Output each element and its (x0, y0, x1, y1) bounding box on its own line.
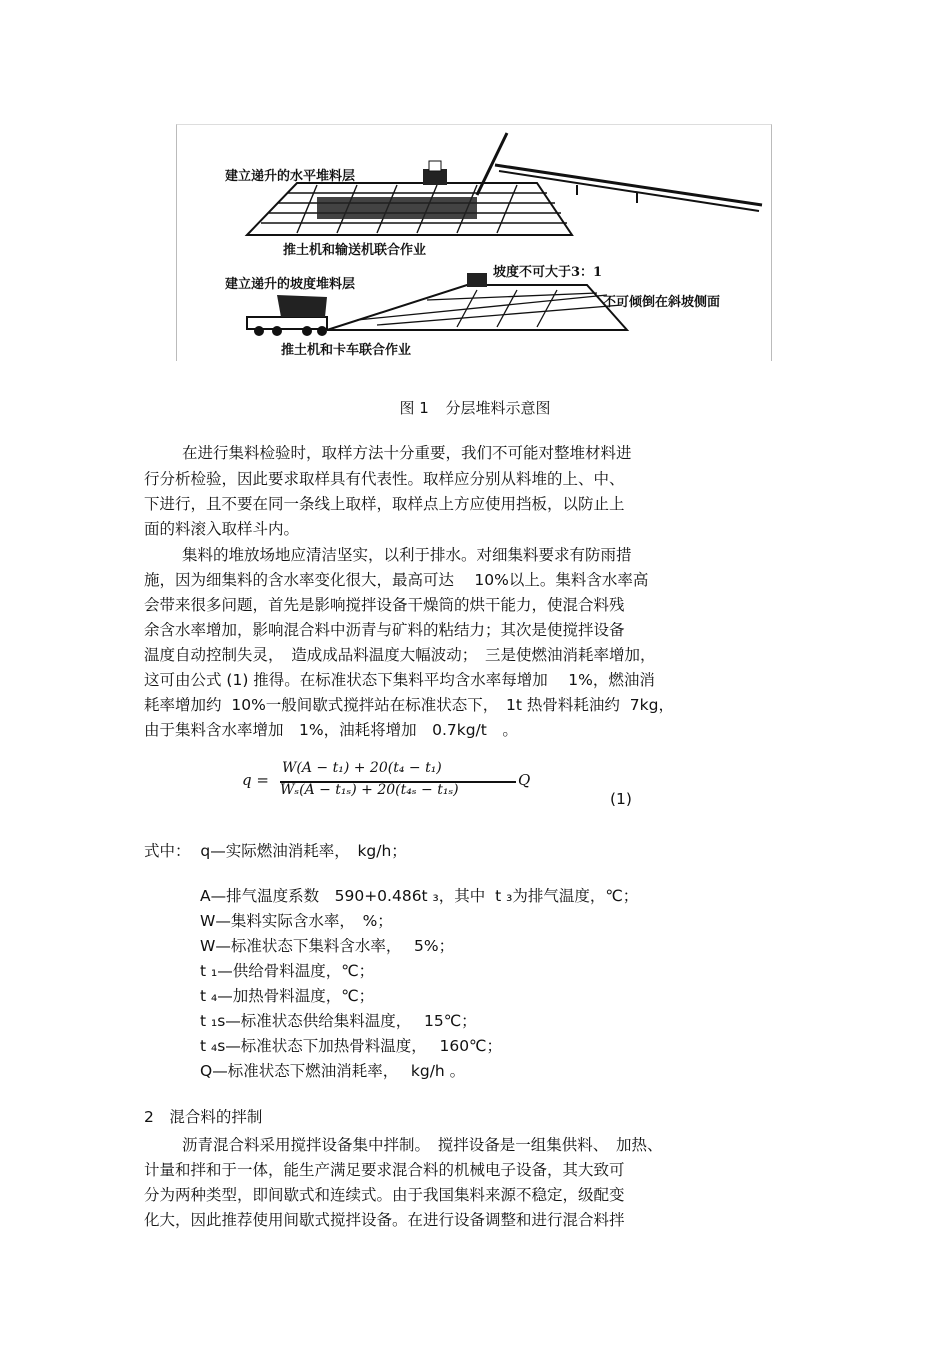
definition-item: t ₄s—标准状态下加热骨料温度， 160℃； (200, 1037, 502, 1055)
formula-denominator: Wₛ(A − t₁ₛ) + 20(t₄ₛ − t₁ₛ) (280, 782, 459, 798)
para1-line: 面的料滚入取样斗内。 (144, 520, 300, 538)
para2-line: 由于集料含水率增加 1%，油耗将增加 0.7kg/t 。 (144, 721, 518, 739)
definition-item: A—排气温度系数 590+0.486t ₃，其中 t ₃为排气温度，℃； (200, 887, 639, 905)
section2-line: 化大，因此推荐使用间歇式搅拌设备。在进行设备调整和进行混合料拌 (144, 1211, 625, 1229)
figure-number: 图 1 (399, 399, 429, 417)
definition-item: W—标准状态下集料含水率， 5%； (200, 937, 455, 955)
label-horizontal-layer: 建立递升的水平堆料层 (225, 169, 356, 184)
label-slope-layer: 建立递升的坡度堆料层 (225, 277, 356, 292)
stockpile-illustration (177, 125, 771, 361)
label-no-side-dump: 不可倾倒在斜坡侧面 (603, 295, 721, 310)
para1-line: 下进行，且不要在同一条线上取样，取样点上方应使用挡板，以防止上 (144, 495, 625, 513)
definition-item: Q—标准状态下燃油消耗率， kg/h 。 (200, 1062, 466, 1080)
top-stockpile (247, 133, 762, 235)
para2-line: 会带来很多问题，首先是影响搅拌设备干燥筒的烘干能力，使混合料残 (144, 596, 625, 614)
definition-item: t ₄—加热骨料温度，℃； (200, 987, 375, 1005)
para1-line: 行分析检验，因此要求取样具有代表性。取样应分别从料堆的上、中、 (144, 470, 625, 488)
para2-line: 温度自动控制失灵， 造成成品料温度大幅波动； 三是使燃油消耗率增加， (144, 646, 656, 664)
figure-caption (0, 397, 950, 418)
para2-line: 这可由公式 (1) 推得。在标准状态下集料平均含水率每增加 1%，燃油消 (144, 671, 655, 689)
fuel-consumption-formula (242, 760, 532, 802)
para2-line: 集料的堆放场地应清洁坚实，以利于排水。对细集料要求有防雨措 (182, 546, 632, 564)
label-slope-limit: 坡度不可大于3：1 (493, 265, 603, 280)
para1-line: 在进行集料检验时，取样方法十分重要，我们不可能对整堆材料进 (182, 444, 632, 462)
label-dozer-conveyor: 推土机和输送机联合作业 (283, 243, 427, 258)
equation-number: (1) (610, 790, 632, 808)
stockpile-figure (176, 124, 772, 361)
section2-line: 计量和拌和于一体，能生产满足要求混合料的机械电子设备，其大致可 (144, 1161, 625, 1179)
para2-line: 余含水率增加，影响混合料中沥青与矿料的粘结力；其次是使搅拌设备 (144, 621, 625, 639)
section2-line: 沥青混合料采用搅拌设备集中拌制。 搅拌设备是一组集供料、 加热、 (182, 1136, 663, 1154)
para2-line: 施，因为细集料的含水率变化很大，最高可达 10%以上。集料含水率高 (144, 571, 649, 589)
definition-item: t ₁s—标准状态供给集料温度， 15℃； (200, 1012, 477, 1030)
definitions-intro: 式中： q—实际燃油消耗率， kg/h； (144, 842, 407, 860)
formula-rhs: Q (518, 771, 531, 789)
section2-line: 分为两种类型，即间歇式和连续式。由于我国集料来源不稳定，级配变 (144, 1186, 625, 1204)
para2-line: 耗率增加约 10%一般间歇式搅拌站在标准状态下， 1t 热骨料耗油约 7kg， (144, 696, 674, 714)
definition-item: W—集料实际含水率， %； (200, 912, 393, 930)
section-heading: 2 混合料的拌制 (144, 1108, 263, 1126)
definition-item: t ₁—供给骨料温度，℃； (200, 962, 375, 980)
formula-numerator: W(A − t₁) + 20(t₄ − t₁) (282, 760, 442, 776)
label-dozer-truck: 推土机和卡车联合作业 (281, 343, 412, 358)
formula-lhs: q = (242, 771, 269, 789)
figure-title: 分层堆料示意图 (445, 399, 551, 417)
